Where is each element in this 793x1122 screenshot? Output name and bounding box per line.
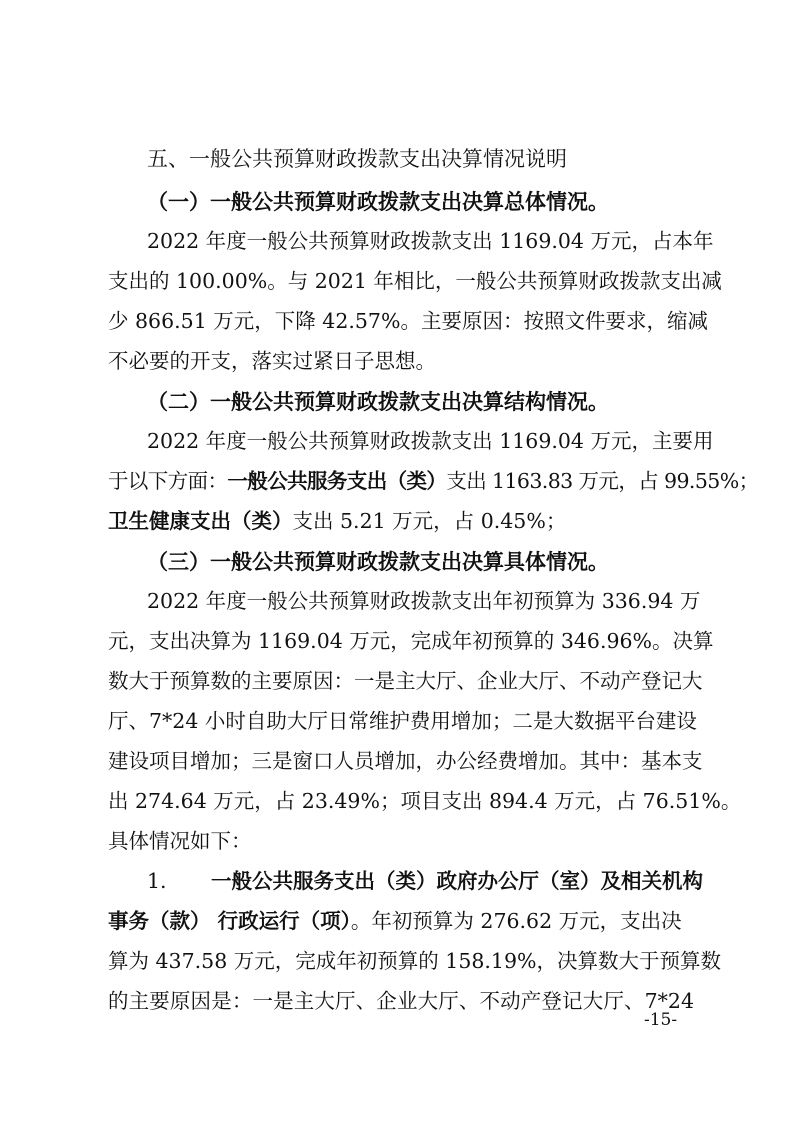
paragraph-line: 厅、7*24 小时自助大厅日常维护费用增加；二是大数据平台建设 — [108, 709, 697, 733]
paragraph-line: 数大于预算数的主要原因：一是主大厅、企业大厅、不动产登记大 — [108, 669, 703, 693]
item-number: 1. — [147, 869, 167, 893]
text-run: 。年初预算为 276.62 万元，支出决 — [350, 909, 682, 933]
item-title: 一般公共服务支出（类）政府办公厅（室）及相关机构 — [211, 869, 703, 893]
paragraph-line: 元，支出决算为 1169.04 万元，完成年初预算的 346.96%。决算 — [108, 629, 714, 653]
paragraph-line: 不必要的开支，落实过紧日子思想。 — [108, 349, 436, 373]
paragraph-line-mixed — [108, 505, 694, 538]
item-title-continued: 事务（款） 行政运行（项） — [108, 909, 351, 933]
page-number: -15- — [644, 1010, 678, 1030]
paragraph-line: 2022 年度一般公共预算财政拨款支出 1169.04 万元，主要用 — [147, 429, 714, 453]
text-run: 支出 1163.83 万元，占 99.55%； — [446, 469, 759, 493]
subsection-2-heading: （二）一般公共预算财政拨款支出决算结构情况。 — [147, 389, 609, 414]
paragraph-line: 2022 年度一般公共预算财政拨款支出年初预算为 336.94 万 — [147, 589, 701, 613]
paragraph-line: 少 866.51 万元，下降 42.57%。主要原因：按照文件要求，缩减 — [108, 309, 708, 333]
category-name: 一般公共服务支出（类） — [227, 469, 447, 493]
item-1-heading-line — [147, 865, 703, 898]
paragraph-line: 算为 437.58 万元，完成年初预算的 158.19%，决算数大于预算数 — [108, 949, 721, 973]
text-run: 支出 5.21 万元，占 0.45%； — [292, 509, 567, 533]
paragraph-line-mixed — [108, 465, 759, 498]
paragraph-line: 出 274.64 万元，占 23.49%；项目支出 894.4 万元，占 76.51%。 — [108, 789, 742, 813]
text-run: 于以下方面： — [108, 469, 228, 493]
subsection-1-heading: （一）一般公共预算财政拨款支出决算总体情况。 — [147, 189, 609, 214]
subsection-3-heading: （三）一般公共预算财政拨款支出决算具体情况。 — [147, 549, 609, 574]
category-name: 卫生健康支出（类） — [108, 509, 293, 533]
paragraph-line: 2022 年度一般公共预算财政拨款支出 1169.04 万元，占本年 — [147, 229, 714, 253]
paragraph-line-mixed — [108, 905, 694, 938]
section-title: 五、一般公共预算财政拨款支出决算情况说明 — [147, 147, 567, 171]
paragraph-line: 具体情况如下： — [108, 829, 252, 853]
paragraph-line: 的主要原因是：一是主大厅、企业大厅、不动产登记大厅、7*24 — [108, 989, 694, 1013]
paragraph-line: 建设项目增加；三是窗口人员增加，办公经费增加。其中：基本支 — [108, 749, 703, 773]
paragraph-line: 支出的 100.00%。与 2021 年相比，一般公共预算财政拨款支出减 — [108, 269, 722, 293]
